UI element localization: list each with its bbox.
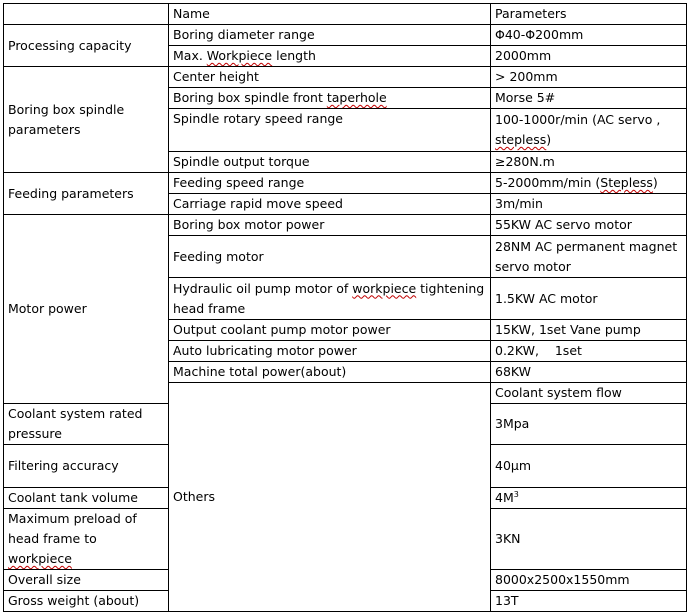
row-value: 3m/min (491, 194, 687, 215)
row-name: Machine total power(about) (169, 362, 491, 383)
row-value: 13T (491, 591, 687, 612)
row-name: Gross weight (about) (4, 591, 169, 612)
row-name: Carriage rapid move speed (169, 194, 491, 215)
row-value: Morse 5# (491, 88, 687, 109)
row-name: Coolant tank volume (4, 488, 169, 509)
row-value: 0.2KW, 1set (491, 341, 687, 362)
row-name: Feeding speed range (169, 173, 491, 194)
row-value: ≥280N.m (491, 152, 687, 173)
row-value: 1.5KW AC motor (491, 278, 687, 320)
row-name: Feeding motor (169, 236, 491, 278)
row-name: Spindle output torque (169, 152, 491, 173)
parameter-table (3, 3, 687, 612)
row-value: 3Mpa (491, 404, 687, 445)
row-value: 55KW AC servo motor (491, 215, 687, 236)
row-name: Center height (169, 67, 491, 88)
row-name: Boring box motor power (169, 215, 491, 236)
table-row (4, 25, 687, 46)
row-name: Overall size (4, 570, 169, 591)
category-boring-box-spindle: Boring box spindle parameters (4, 67, 169, 173)
table-row (4, 173, 687, 194)
header-name: Name (169, 4, 491, 25)
row-name: Max. Workpiece length (169, 46, 491, 67)
table-row (4, 215, 687, 236)
row-name: Hydraulic oil pump motor of workpiece tightening head frame (169, 278, 491, 320)
row-value: 2000mm (491, 46, 687, 67)
header-blank-cell (4, 4, 169, 25)
row-value: 5-2000mm/min (Stepless) (491, 173, 687, 194)
value-text: 4M (495, 490, 514, 505)
table-row (4, 67, 687, 88)
row-name: Auto lubricating motor power (169, 341, 491, 362)
category-others: Others (169, 383, 491, 612)
header-parameters: Parameters (491, 4, 687, 25)
row-value: > 200mm (491, 67, 687, 88)
row-name: Boring box spindle front taperhole (169, 88, 491, 109)
row-name: Coolant system flow (491, 383, 687, 404)
row-name: Filtering accuracy (4, 445, 169, 488)
category-processing-capacity: Processing capacity (4, 25, 169, 67)
row-value: Φ40-Φ200mm (491, 25, 687, 46)
category-feeding-parameters: Feeding parameters (4, 173, 169, 215)
row-value: 68KW (491, 362, 687, 383)
header-row (4, 4, 687, 25)
row-value: 100-1000r/min (AC servo , stepless) (491, 109, 687, 152)
row-name: Coolant system rated pressure (4, 404, 169, 445)
row-name: Maximum preload of head frame to workpiece (4, 509, 169, 570)
row-value: 28NM AC permanent magnet servo motor (491, 236, 687, 278)
row-value: 40μm (491, 445, 687, 488)
row-name: Boring diameter range (169, 25, 491, 46)
row-value: 3KN (491, 509, 687, 570)
row-name: Output coolant pump motor power (169, 320, 491, 341)
superscript: 3 (513, 489, 519, 499)
category-motor-power: Motor power (4, 215, 169, 404)
row-value (491, 488, 687, 509)
row-name: Spindle rotary speed range (169, 109, 491, 152)
row-value: 8000x2500x1550mm (491, 570, 687, 591)
row-value: 15KW, 1set Vane pump (491, 320, 687, 341)
